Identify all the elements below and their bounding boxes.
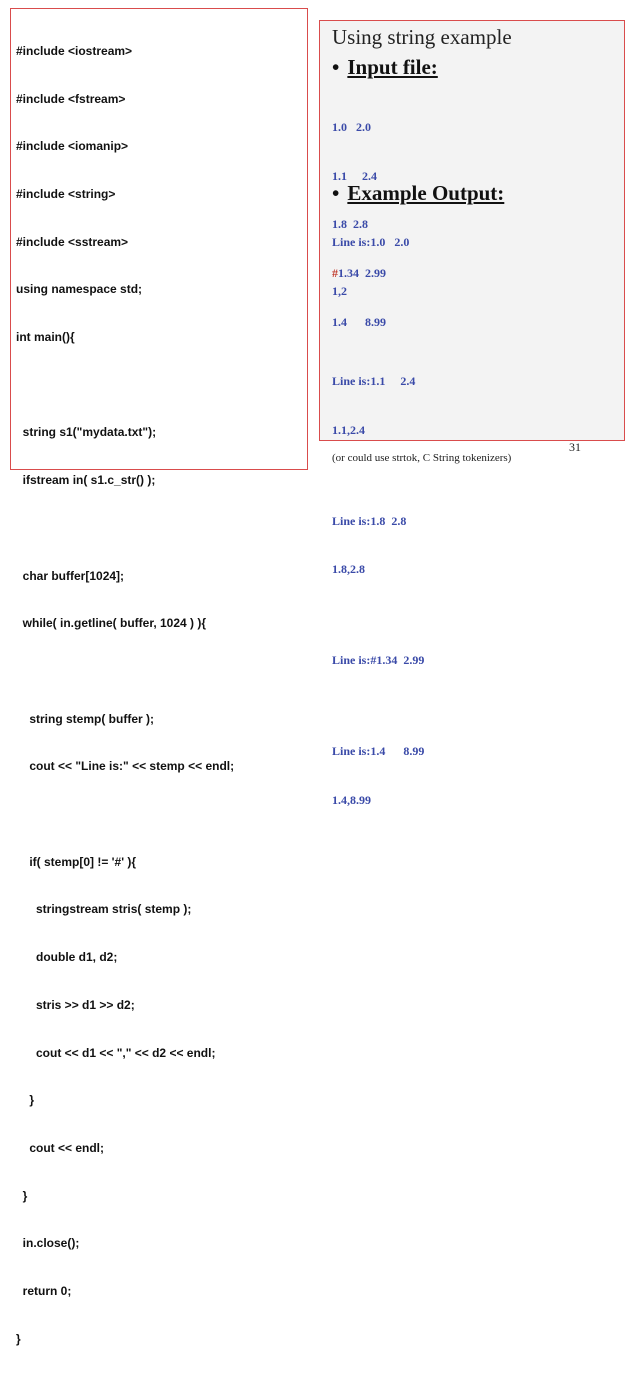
- code-line: while( in.getline( buffer, 1024 ) ){: [16, 616, 207, 631]
- code-line: string stemp( buffer );: [16, 711, 154, 726]
- output-spacer: [332, 472, 424, 484]
- code-line: string s1("mydata.txt");: [16, 425, 157, 440]
- code-line: #include <string>: [16, 186, 116, 201]
- input-line: 1.0 2.0: [332, 120, 371, 134]
- input-file-label: Input file:: [347, 55, 438, 79]
- code-line: }: [16, 1188, 28, 1203]
- code-line: return 0;: [16, 1284, 72, 1299]
- code-line: #include <iostream>: [16, 43, 133, 58]
- page-number: 31: [569, 440, 581, 454]
- output-line: Line is:1.0 2.0: [332, 235, 410, 249]
- code-line: [16, 521, 234, 537]
- input-line: 1.1 2.4: [332, 168, 377, 183]
- output-line: 1,2: [332, 283, 347, 298]
- code-line: [16, 807, 234, 823]
- code-line: int main(){: [16, 330, 75, 345]
- input-line: 1.4 8.99: [332, 314, 386, 329]
- example-output-label: Example Output:: [347, 181, 505, 205]
- output-spacer: [332, 702, 424, 714]
- code-line: double d1, d2;: [16, 950, 118, 965]
- output-line: Line is:1.4 8.99: [332, 743, 425, 758]
- code-line: stringstream stris( stemp );: [16, 902, 192, 917]
- footnote: (or could use strtok, C String tokenizers): [332, 452, 512, 464]
- code-line: #include <fstream>: [16, 91, 126, 106]
- example-output-lines: [332, 205, 424, 826]
- code-line: cout << "Line is:" << stemp << endl;: [16, 759, 235, 774]
- input-line-comment-text: 1.34 2.99: [338, 266, 386, 281]
- output-line: Line is:#1.34 2.99: [332, 653, 425, 668]
- code-line: char buffer[1024];: [16, 568, 125, 583]
- code-line: in.close();: [16, 1236, 80, 1251]
- code-line: using namespace std;: [16, 282, 143, 297]
- output-line: Line is:1.1 2.4: [332, 374, 416, 389]
- code-line: }: [16, 1093, 35, 1108]
- hash-mark: #: [332, 266, 338, 281]
- code-line: cout << d1 << "," << d2 << endl;: [16, 1045, 216, 1060]
- bullet-icon: •: [332, 55, 340, 79]
- code-panel: [10, 8, 308, 1346]
- code-line: ifstream in( s1.c_str() );: [16, 473, 156, 488]
- output-line: Line is:1.8 2.8: [332, 513, 407, 528]
- output-line: 1.1,2.4: [332, 423, 365, 438]
- output-line: 1.4,8.99: [332, 792, 371, 807]
- output-spacer: [332, 611, 424, 623]
- code-line: stris >> d1 >> d2;: [16, 997, 135, 1012]
- code-line: [16, 378, 234, 394]
- output-spacer: [332, 332, 424, 344]
- code-listing: [16, 12, 234, 1380]
- code-line: #include <sstream>: [16, 234, 129, 249]
- input-file-heading: [332, 55, 438, 80]
- slide-heading: Using string example: [332, 25, 512, 49]
- bullet-icon: •: [332, 181, 340, 205]
- code-line: }: [16, 1331, 21, 1346]
- code-line: cout << endl;: [16, 1140, 105, 1155]
- code-line: #include <iomanip>: [16, 139, 129, 154]
- code-line: if( stemp[0] != '#' ){: [16, 854, 137, 869]
- code-line: [16, 664, 234, 680]
- input-line: 1.8 2.8: [332, 217, 368, 232]
- output-line: 1.8,2.8: [332, 562, 365, 577]
- example-output-heading: [332, 181, 504, 206]
